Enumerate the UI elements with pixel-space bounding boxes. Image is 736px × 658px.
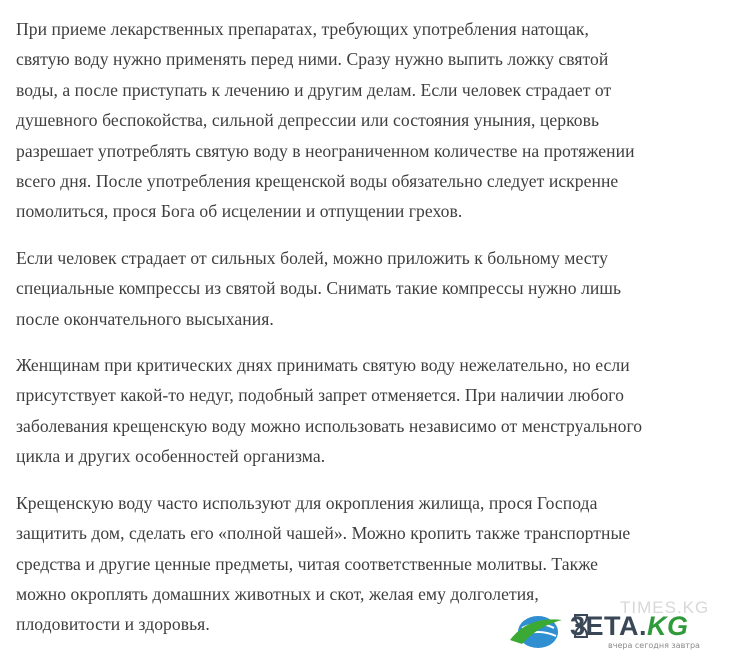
logo-tagline: вчера сегодня завтра (608, 641, 700, 650)
site-watermark-logo (508, 598, 730, 652)
logo-main-text: 3ETA. (570, 611, 648, 641)
ghost-watermark-text: TIMES.KG (620, 598, 710, 617)
logo-domain-text: KG (647, 611, 689, 641)
article-paragraph: Если человек страдает от сильных болей, можно приложить к больному месту специальные компрессы из святой воды. Снимать такие компрессы нужно лишь после окончательного высыхания. (16, 247, 622, 329)
article-paragraph: Крещенскую воду часто используют для окропления жилища, прося Господа защитить дом, сделать его «полной чашей». Можно кропить также транспортные средства и другие ценные предметы, читая соответственные молитвы. Также можно окроплять домашних животных и скот, желая ему долголетия, плодовитости и здоровья. (16, 492, 631, 635)
article-body (16, 14, 728, 656)
logo-wordmark (570, 612, 689, 640)
article-paragraph: Женщинам при критических днях принимать святую воду нежелательно, но если присутствует какой-то недуг, подобный запрет отменяется. При наличии любого заболевания крещенскую воду можно использовать независимо от менструального цикла и других особенностей организма. (16, 355, 643, 467)
article-paragraph: При приеме лекарственных препаратах, требующих употребления натощак, святую воду нужно применять перед ними. Сразу нужно выпить ложку святой воды, а после приступать к лечению и другим делам. Если человек страдает от душевного беспокойства, сильной депрессии или состояния уныния, церковь разрешает употреблять святую воду в неограниченном количестве на протяжении всего дня. После употребления крещенской воды обязательно следует искренне помолиться, прося Бога об исцелении и отпущении грехов. (16, 19, 635, 222)
globe-icon (508, 610, 566, 650)
